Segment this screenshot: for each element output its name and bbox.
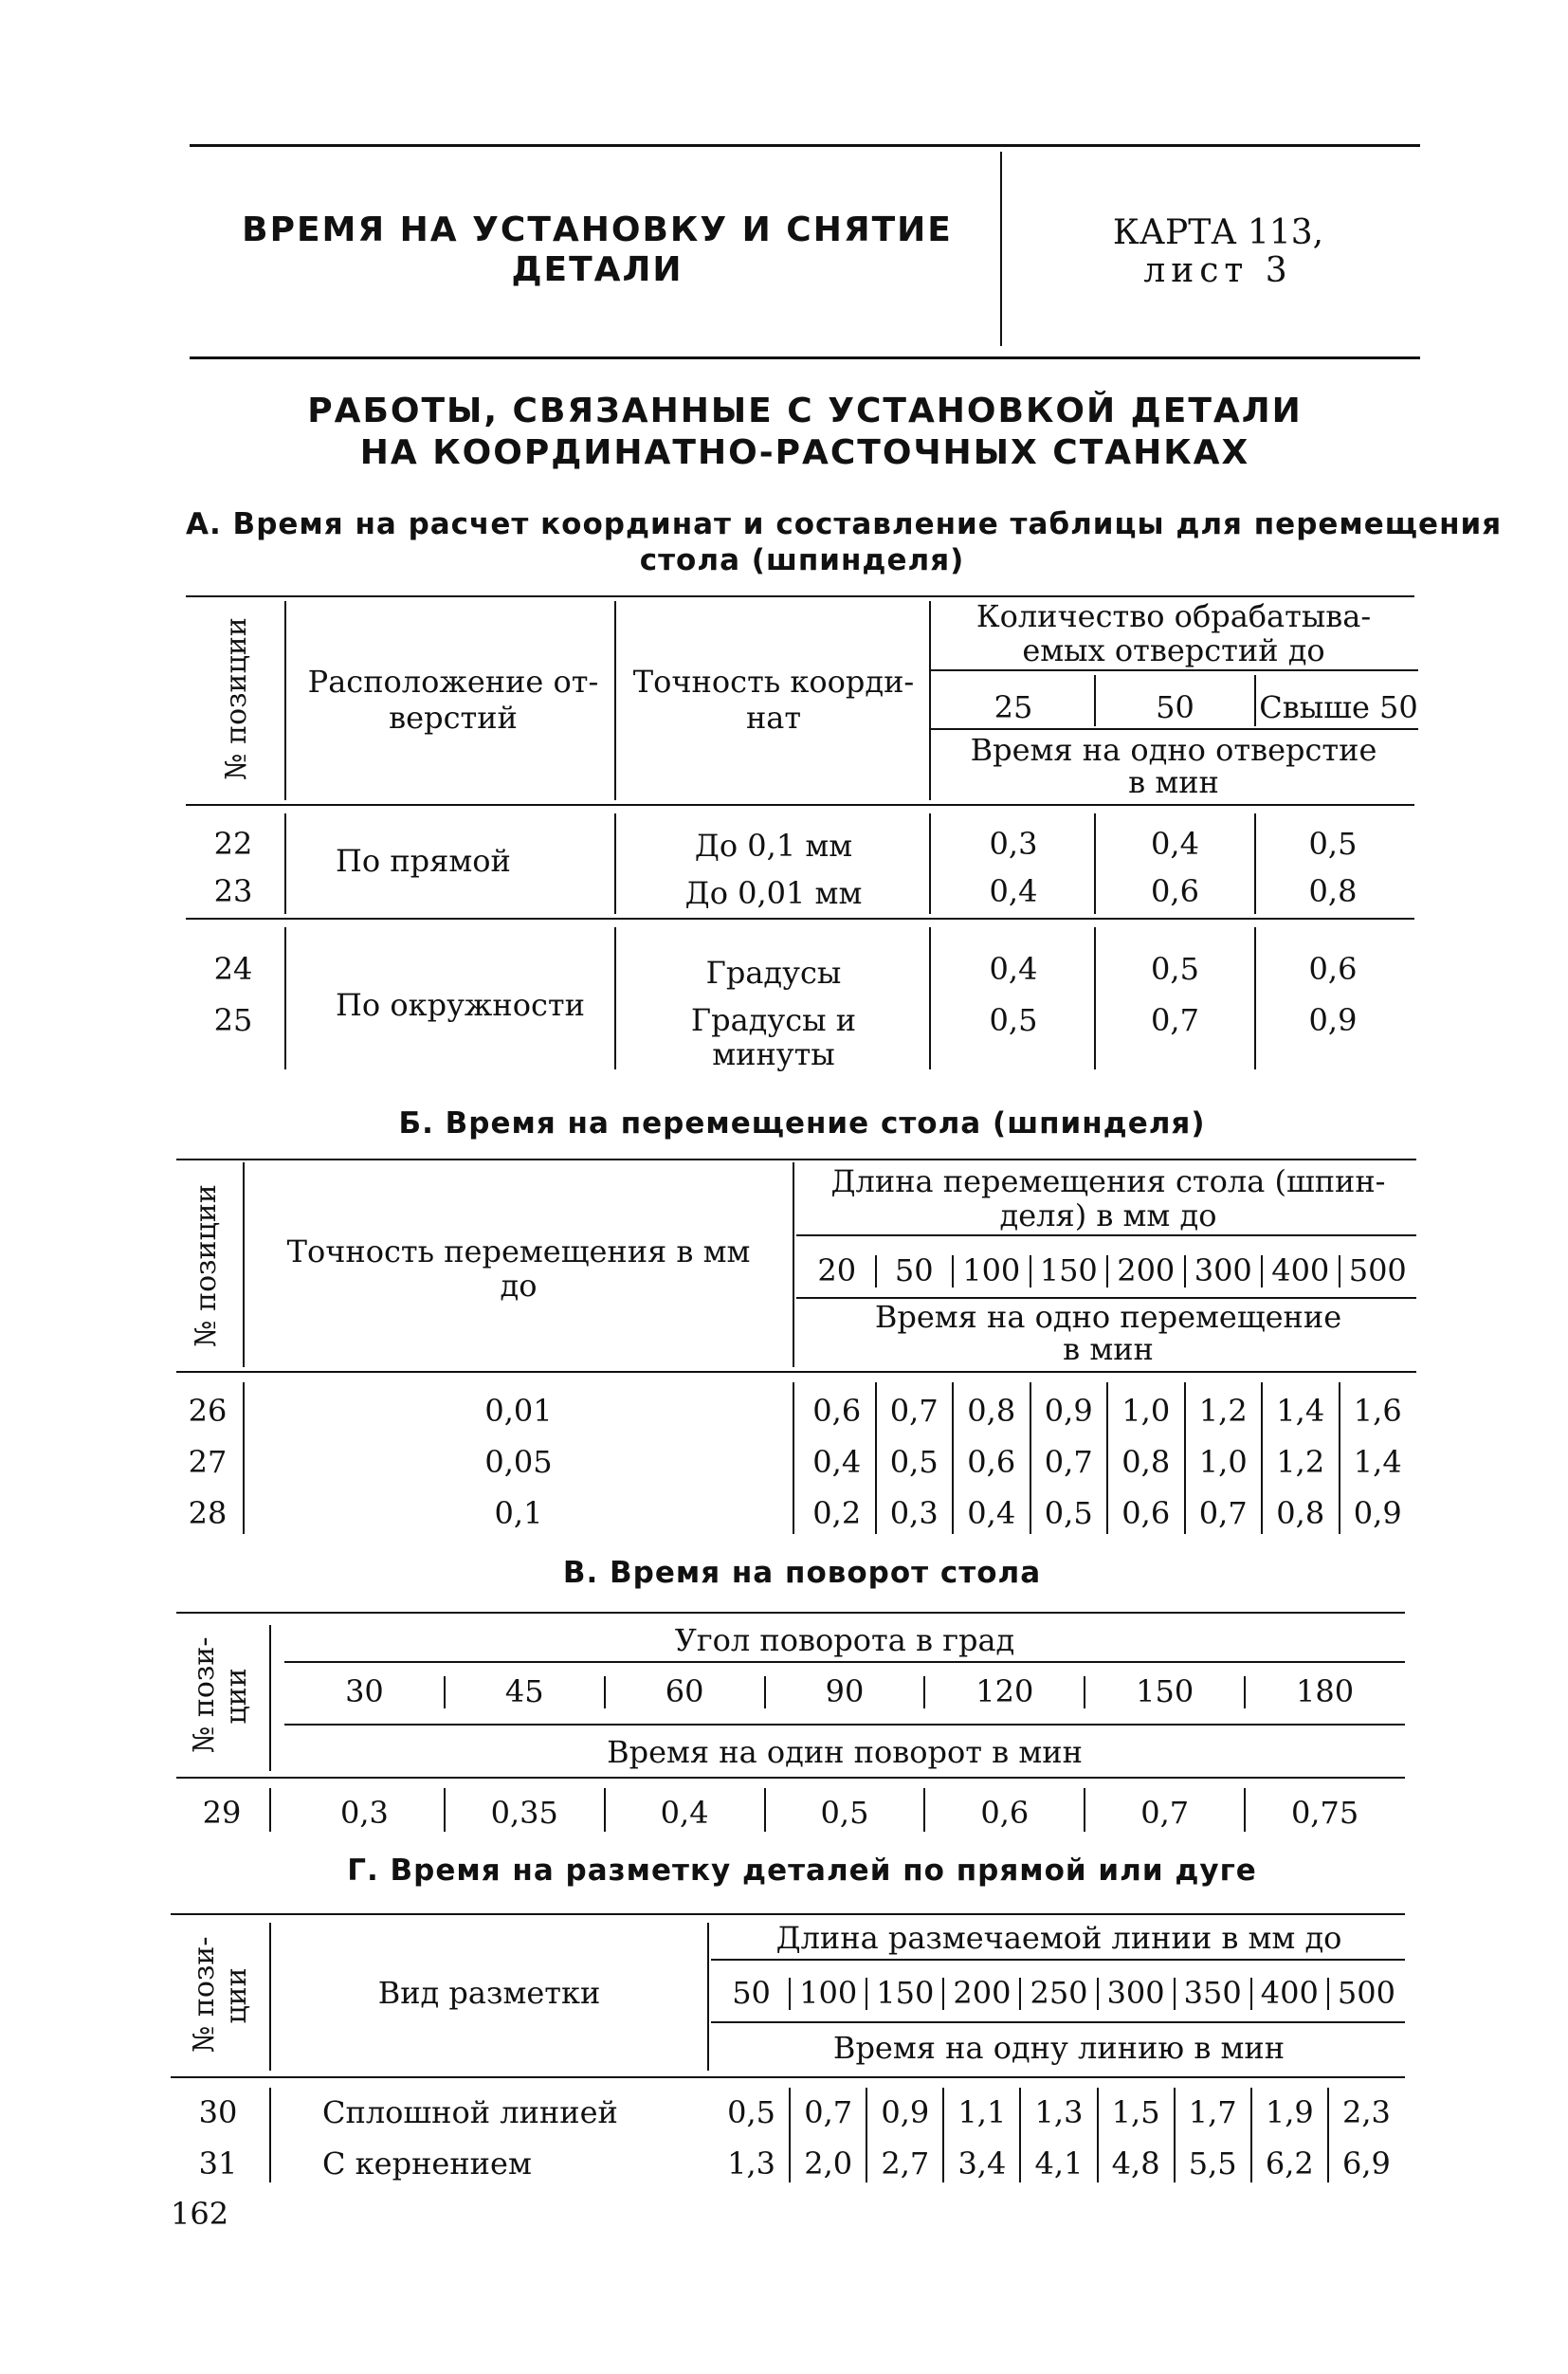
main-title-line1: РАБОТЫ, СВЯЗАННЫЕ С УСТАНОВКОЙ ДЕТАЛИ [307, 392, 1303, 430]
rule [711, 2021, 1405, 2023]
col-accuracy-line2: до [500, 1268, 538, 1304]
table-cell: 1,2 [1276, 1444, 1325, 1480]
rule [1094, 927, 1096, 1069]
unit-line2: в мин [1128, 764, 1219, 800]
table-cell: 3,4 [957, 2146, 1007, 2182]
rule [1339, 1255, 1340, 1287]
card-label [1100, 214, 1337, 290]
table-row-pos: 25 [213, 1002, 253, 1038]
section-b-subcol-header: 500 [1348, 1252, 1407, 1288]
section-d-title: Г. Время на разметку деталей по прямой или дуге [347, 1854, 1257, 1888]
table-row-pos: 22 [213, 826, 253, 862]
rule [931, 728, 1418, 730]
rule [604, 1676, 606, 1708]
section-b-unit [798, 1301, 1418, 1365]
table-cell: 4,8 [1111, 2146, 1160, 2182]
table-cell: 1,0 [1121, 1393, 1171, 1429]
section-d-unit: Время на одну линию в мин [832, 2030, 1285, 2066]
rule [269, 2088, 271, 2182]
table-cell: 1,3 [727, 2146, 775, 2182]
section-b-subcol-header: 20 [817, 1252, 857, 1288]
col-location-line1: Расположение от- [307, 664, 599, 700]
table-cell: 1,4 [1353, 1444, 1402, 1480]
rule [171, 1913, 1405, 1915]
table-cell: 0,7 [1198, 1495, 1248, 1531]
rule [952, 1255, 954, 1287]
table-cell: 0,4 [989, 873, 1038, 909]
table-row-accuracy [620, 1003, 927, 1071]
table-cell: 0,75 [1290, 1795, 1359, 1831]
rule [269, 1923, 271, 2071]
table-row-pos: 30 [198, 2094, 238, 2130]
rule [176, 1371, 1416, 1373]
section-d-subcol-header: 50 [732, 1975, 771, 2011]
table-row-accuracy: 0,05 [484, 1444, 553, 1480]
rule [284, 927, 286, 1069]
section-d-subcol-header: 200 [953, 1975, 1012, 2011]
table-cell: 0,6 [1151, 873, 1199, 909]
section-c-subcol-header: 90 [825, 1673, 865, 1709]
rule [764, 1676, 766, 1708]
table-cell: 0,7 [1140, 1795, 1190, 1831]
section-b-subcol-header: 200 [1117, 1252, 1176, 1288]
table-cell: 0,5 [989, 1002, 1038, 1038]
rule [923, 1676, 925, 1708]
accuracy-line1: Градусы и [690, 1002, 857, 1038]
col-accuracy-line1: Точность коорди- [632, 664, 915, 700]
section-c-group-header: Угол поворота в град [674, 1622, 1015, 1658]
rule [176, 1159, 1416, 1160]
table-row-pos: 26 [188, 1393, 228, 1429]
table-cell: 0,9 [881, 2094, 930, 2130]
table-cell: 0,5 [727, 2094, 775, 2130]
main-title [190, 391, 1420, 474]
rule [1250, 1978, 1252, 2010]
rule [284, 1724, 1405, 1726]
section-d-subcol-header: 250 [1030, 1975, 1088, 2011]
section-a-title [186, 506, 1503, 578]
section-c-col-position [178, 1631, 265, 1773]
table-cell: 0,7 [889, 1393, 939, 1429]
unit-line1: Время на одно перемещение [874, 1299, 1342, 1335]
accuracy-line2: минуты [712, 1036, 835, 1072]
table-row-pos: 31 [198, 2146, 238, 2182]
table-cell: 1,0 [1198, 1444, 1248, 1480]
table-cell: 0,4 [1151, 826, 1199, 862]
section-c-subcol-header: 180 [1296, 1673, 1355, 1709]
table-cell: 0,5 [1151, 951, 1199, 987]
rule [1254, 927, 1256, 1069]
table-cell: 0,8 [967, 1393, 1016, 1429]
section-d-group-header: Длина размечаемой линии в мм до [775, 1920, 1342, 1956]
table-cell: 0,8 [1276, 1495, 1325, 1531]
rule [186, 804, 1414, 806]
rule [866, 1978, 867, 2010]
section-d-subcol-header: 300 [1106, 1975, 1165, 2011]
page-number: 162 [171, 2196, 229, 2232]
table-cell: 0,6 [967, 1444, 1016, 1480]
header-title-line1: ВРЕМЯ НА УСТАНОВКУ И СНЯТИЕ [242, 210, 953, 249]
rule [1327, 1978, 1329, 2010]
table-cell: 0,7 [804, 2094, 853, 2130]
section-b-col-position: № позиции [190, 1184, 223, 1347]
section-b-subcol-header: 100 [962, 1252, 1021, 1288]
rule [942, 1978, 944, 2010]
table-cell: 2,3 [1341, 2094, 1391, 2130]
rule [444, 1676, 446, 1708]
group-header-line1: Длина перемещения стола (шпин- [830, 1163, 1386, 1199]
section-a-col-position: № позиции [220, 617, 253, 780]
rule [796, 1234, 1416, 1236]
group-header-line1: Количество обрабатыва- [975, 598, 1372, 634]
table-row-pos: 24 [213, 951, 253, 987]
table-cell: 1,1 [957, 2094, 1007, 2130]
rule [243, 1382, 245, 1534]
table-cell: 6,9 [1341, 2146, 1391, 2182]
table-row-kind: Сплошной линией [322, 2094, 618, 2130]
card-sheet: лист 3 [1143, 251, 1293, 290]
table-cell: 1,6 [1353, 1393, 1402, 1429]
section-a-title-line1: А. Время на расчет координат и составление таблицы для перемещения [186, 507, 1503, 541]
section-d-subcol-header: 100 [799, 1975, 858, 2011]
rule [186, 595, 1414, 597]
table-cell: 0,9 [1044, 1393, 1093, 1429]
table-cell: 0,6 [980, 1795, 1030, 1831]
col-location-line2: верстий [389, 700, 518, 736]
rule [1254, 813, 1256, 914]
table-cell: 0,6 [812, 1393, 862, 1429]
section-b-subcol-header: 300 [1194, 1252, 1252, 1288]
table-cell: 0,9 [1308, 1002, 1358, 1038]
rule [931, 669, 1418, 671]
table-cell: 0,5 [1308, 826, 1358, 862]
table-cell: 2,7 [881, 2146, 930, 2182]
col-accuracy-line2: нат [745, 700, 802, 736]
table-cell: 6,2 [1265, 2146, 1314, 2182]
section-c-subcol-header: 30 [345, 1673, 384, 1709]
table-cell: 0,3 [889, 1495, 939, 1531]
table-row-pos: 23 [213, 873, 253, 909]
rule [929, 927, 931, 1069]
table-row-pos: 28 [188, 1495, 228, 1531]
table-cell: 0,35 [490, 1795, 558, 1831]
section-c-title: В. Время на поворот стола [562, 1556, 1042, 1590]
header-top-rule [190, 144, 1420, 147]
table-cell: 0,6 [1308, 951, 1358, 987]
section-a-group-header [933, 599, 1414, 667]
table-cell: 0,5 [1044, 1495, 1093, 1531]
rule [1174, 1978, 1176, 2010]
rule [1030, 1255, 1031, 1287]
section-a-col-accuracy [620, 664, 927, 736]
header-title [228, 210, 967, 290]
col-position-line1: № пози- [188, 1936, 221, 2053]
table-row-pos: 29 [202, 1795, 242, 1831]
table-cell: 0,7 [1044, 1444, 1093, 1480]
section-b-subcol-header: 50 [894, 1252, 934, 1288]
card-number: КАРТА 113, [1112, 213, 1324, 252]
section-b-subcol-header: 150 [1039, 1252, 1098, 1288]
table-cell: 1,2 [1198, 1393, 1248, 1429]
rule [186, 918, 1414, 920]
group-header-line2: емых отверстий до [1022, 632, 1325, 668]
table-cell: 0,7 [1151, 1002, 1199, 1038]
rule [284, 813, 286, 914]
rule [1019, 1978, 1021, 2010]
col-position-line2: ции [220, 1967, 253, 2024]
table-cell: 0,4 [660, 1795, 709, 1831]
table-cell: 0,5 [820, 1795, 869, 1831]
section-b-col-accuracy [248, 1234, 789, 1303]
table-cell: 0,9 [1353, 1495, 1402, 1531]
rule [789, 1978, 791, 2010]
rule [171, 2076, 1405, 2078]
table-cell: 0,8 [1308, 873, 1358, 909]
section-a-unit [933, 734, 1414, 798]
section-d-subcol-header: 150 [876, 1975, 935, 2011]
section-d-col-position [178, 1927, 265, 2069]
rule [875, 1255, 877, 1287]
col-position-line2: ции [220, 1668, 253, 1725]
rule [269, 1625, 271, 1771]
rule [176, 1612, 1405, 1614]
table-row-pos: 27 [188, 1444, 228, 1480]
section-c-unit: Время на один поворот в мин [607, 1734, 1083, 1770]
rule [1106, 1255, 1108, 1287]
section-a-title-line2: стола (шпинделя) [639, 543, 965, 577]
col-position-line1: № пози- [188, 1636, 221, 1753]
rule [269, 1788, 271, 1832]
section-a-subcol-25: 25 [994, 689, 1033, 725]
table-row-location: По прямой [336, 843, 511, 879]
section-d-subcol-header: 350 [1183, 1975, 1242, 2011]
rule [1244, 1676, 1246, 1708]
group-header-line2: деля) в мм до [999, 1197, 1217, 1233]
section-d-subcol-header: 500 [1337, 1975, 1395, 2011]
table-cell: 1,3 [1034, 2094, 1084, 2130]
section-d-subcol-header: 400 [1260, 1975, 1319, 2011]
section-a-subcol-over-50: Свыше 50 [1259, 689, 1418, 725]
table-cell: 1,5 [1111, 2094, 1160, 2130]
section-c-subcol-header: 60 [665, 1673, 704, 1709]
table-cell: 0,6 [1121, 1495, 1171, 1531]
rule [711, 1959, 1405, 1961]
table-row-location: По окружности [336, 987, 585, 1023]
table-cell: 0,5 [889, 1444, 939, 1480]
table-cell: 0,3 [989, 826, 1038, 862]
header-bottom-rule [190, 356, 1420, 359]
rule [793, 1162, 794, 1367]
rule [176, 1777, 1405, 1779]
section-c-subcol-header: 150 [1136, 1673, 1194, 1709]
table-cell: 0,3 [339, 1795, 389, 1831]
rule [929, 601, 931, 800]
table-cell: 2,0 [804, 2146, 853, 2182]
rule [1084, 1676, 1085, 1708]
rule [707, 1923, 709, 2071]
unit-line1: Время на одно отверстие [970, 732, 1377, 768]
unit-line2: в мин [1063, 1331, 1154, 1367]
rule [1261, 1255, 1263, 1287]
rule [284, 1661, 1405, 1663]
section-c-subcol-header: 45 [504, 1673, 544, 1709]
header-title-line2: ДЕТАЛИ [511, 250, 684, 289]
table-cell: 1,7 [1188, 2094, 1237, 2130]
table-cell: 0,4 [989, 951, 1038, 987]
table-cell: 4,1 [1034, 2146, 1084, 2182]
table-cell: 0,4 [967, 1495, 1016, 1531]
rule [1184, 1255, 1186, 1287]
rule [1254, 675, 1256, 726]
section-b-subcol-header: 400 [1271, 1252, 1330, 1288]
rule [929, 813, 931, 914]
rule [1097, 1978, 1099, 2010]
table-cell: 0,2 [812, 1495, 862, 1531]
table-cell: 0,8 [1121, 1444, 1171, 1480]
section-b-group-header [798, 1164, 1418, 1233]
main-title-line2: НА КООРДИНАТНО-РАСТОЧНЫХ СТАНКАХ [359, 433, 1250, 472]
rule [614, 601, 616, 800]
rule [284, 601, 286, 800]
table-row-accuracy: До 0,01 мм [684, 875, 863, 911]
rule [614, 813, 616, 914]
section-b-title: Б. Время на перемещение стола (шпинделя) [398, 1106, 1206, 1141]
table-row-kind: С кернением [322, 2146, 532, 2182]
col-accuracy-line1: Точность перемещения в мм [286, 1233, 751, 1269]
rule [793, 1382, 794, 1534]
section-c-subcol-header: 120 [975, 1673, 1034, 1709]
table-cell: 1,4 [1276, 1393, 1325, 1429]
table-cell: 0,4 [812, 1444, 862, 1480]
header-divider [1000, 152, 1002, 346]
section-d-col-kind: Вид разметки [377, 1975, 601, 2011]
section-a-col-location [292, 664, 614, 736]
table-row-accuracy: Градусы [705, 955, 842, 991]
table-row-accuracy: 0,1 [494, 1495, 543, 1531]
section-a-subcol-50: 50 [1156, 689, 1194, 725]
table-row-accuracy: До 0,1 мм [694, 828, 853, 864]
table-cell: 5,5 [1188, 2146, 1237, 2182]
table-row-accuracy: 0,01 [484, 1393, 553, 1429]
rule [243, 1162, 245, 1367]
table-cell: 1,9 [1265, 2094, 1314, 2130]
